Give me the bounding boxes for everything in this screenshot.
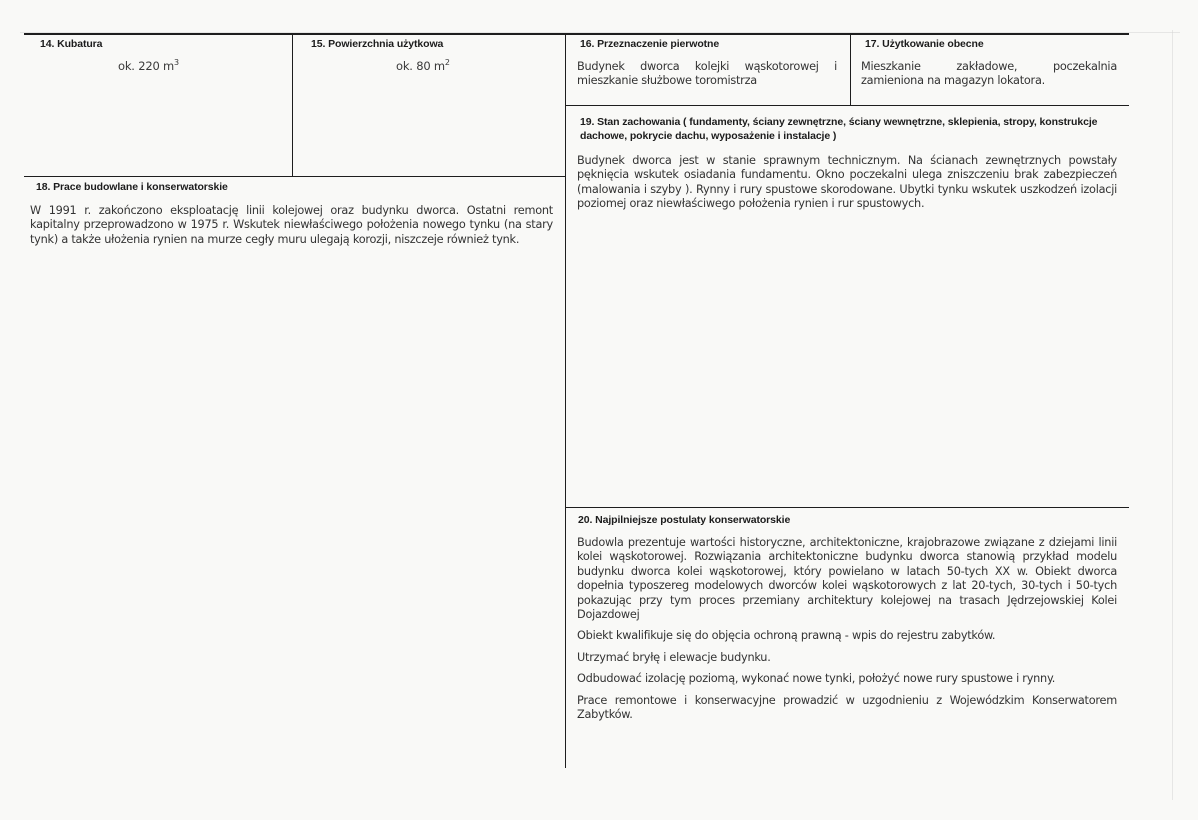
section-20-postulaty [566, 508, 1129, 768]
section-20-paragraph: Odbudować izolację poziomą, wykonać nowe tynki, położyć nowe rury spustowe i rynny. [577, 672, 1056, 686]
section-16-text: Budynek dworca kolejki wąskotorowej i mieszkanie służbowe toromistrza [577, 60, 837, 88]
section-19-stan-zachowania [566, 106, 1129, 507]
section-20-title: 20. Najpilniejsze postulaty konserwatorskie [578, 514, 791, 526]
section-20-paragraph: Budowla prezentuje wartości historyczne, architektoniczne, krajobrazowe związane z dziejami linii kolei wąskotorowej. Rozwiązania architektoniczne budynku dworca stanowią przykład modelu budynku dworca kolei wąskotorowej, który powielano w latach 50-tych XX w. Obiekt dworca dopełnia typoszereg modelowych dworców kolei wąskotorowych z lat 20-tych, 30-tych i 50-tych pokazując przy tym proces przemiany architektury kolejowej na trasach Jędrzejowskiej Kolei Dojazdowej [577, 536, 1117, 622]
section-15-title: 15. Powierzchnia użytkowa [311, 38, 444, 50]
section-15-powierzchnia [293, 36, 565, 176]
section-14-unit-sup: 3 [174, 58, 179, 67]
section-17-text: Mieszkanie zakładowe, poczekalnia zamieniona na magazyn lokatora. [861, 60, 1117, 88]
section-20-body [577, 536, 1117, 722]
section-15-value [396, 58, 450, 73]
section-14-kubatura [24, 36, 292, 176]
section-15-unit-sup: 2 [444, 58, 450, 67]
section-20-paragraph: Prace remontowe i konserwacyjne prowadzić w uzgodnieniu z Wojewódzkim Konserwatorem Zabytków. [577, 693, 1117, 722]
section-14-value [118, 58, 179, 73]
section-20-paragraph: Obiekt kwalifikuje się do objęcia ochroną prawną - wpis do rejestru zabytków. [577, 629, 996, 643]
section-18-title: 18. Prace budowlane i konserwatorskie [36, 181, 228, 193]
section-17-title: 17. Użytkowanie obecne [865, 38, 984, 50]
scan-artifact [1172, 30, 1173, 800]
section-18-text: W 1991 r. zakończono eksploatację linii kolejowej oraz budynku dworca. Ostatni remont kapitalny przeprowadzono w 1975 r. Wskutek niewłaściwego położenia nowego tynku (na stary tynk) a także ułożenia rynien na murze cegły muru ulegają korozji, niszczeje również tynk. [30, 204, 553, 246]
section-19-title: 19. Stan zachowania ( fundamenty, ściany zewnętrzne, ściany wewnętrzne, sklepienia, stropy, konstrukcje dachowe, pokrycie dachu, wyposażenie i instalacje ) [580, 116, 1098, 142]
top-rule [24, 33, 1129, 35]
section-14-value-text: ok. 220 m [118, 58, 175, 73]
section-18-prace-budowlane [24, 177, 565, 767]
section-16-przeznaczenie [566, 36, 850, 105]
section-17-uzytkowanie [851, 36, 1129, 105]
section-20-paragraph: Utrzymać bryłę i elewacje budynku. [577, 650, 771, 664]
section-15-value-text: ok. 80 m [396, 58, 445, 73]
section-14-title: 14. Kubatura [40, 38, 103, 50]
section-16-title: 16. Przeznaczenie pierwotne [580, 38, 720, 50]
section-19-text: Budynek dworca jest w stanie sprawnym technicznym. Na ścianach zewnętrznych powstały pęknięcia wskutek osiadania fundamentu. Okno poczekalni ulega zniszczeniu brak zabezpieczeń (malowania i szyby ). Rynny i rury spustowe skorodowane. Ubytki tynku wskutek uszkodzeń izolacji poziomej oraz niewłaściwego położenia rynien i rur spustowych. [577, 154, 1117, 211]
